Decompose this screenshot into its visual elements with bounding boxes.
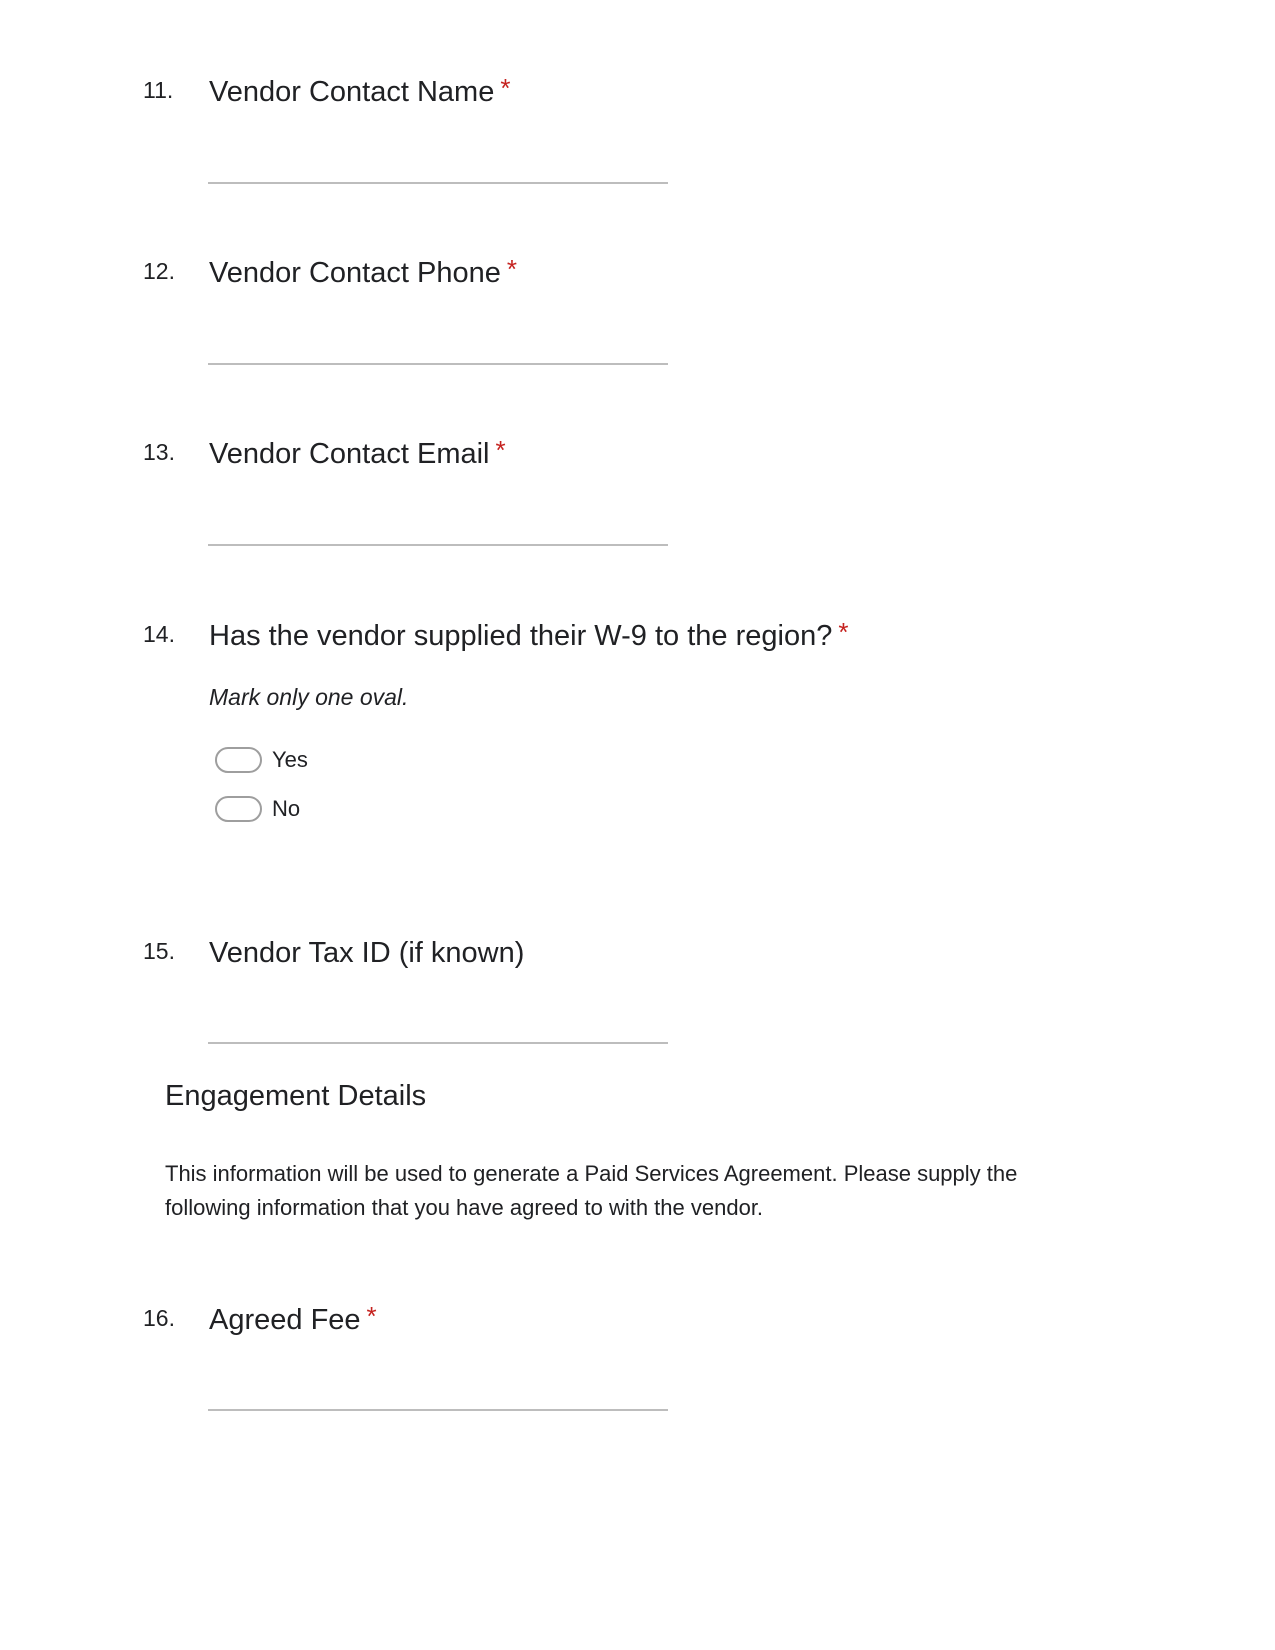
option-yes[interactable] — [215, 745, 308, 775]
question-15-title — [209, 939, 524, 968]
question-16-label: Agreed Fee — [209, 1304, 361, 1336]
agreed-fee-input[interactable] — [208, 1409, 668, 1411]
vendor-contact-phone-input[interactable] — [208, 363, 668, 365]
question-16-title — [209, 1301, 377, 1336]
question-14-helper: Mark only one oval. — [209, 684, 409, 710]
vendor-contact-name-input[interactable] — [208, 182, 668, 184]
required-asterisk: * — [495, 435, 506, 465]
question-12-number: 12. — [143, 258, 175, 284]
required-asterisk: * — [366, 1301, 377, 1331]
radio-oval-yes[interactable] — [215, 747, 262, 773]
question-15-label: Vendor Tax ID (if known) — [209, 937, 525, 969]
question-16-number: 16. — [143, 1305, 175, 1331]
question-12-title — [209, 254, 517, 289]
question-14-number: 14. — [143, 621, 175, 647]
required-asterisk: * — [506, 254, 517, 284]
section-description: This information will be used to generate a Paid Services Agreement. Please supply the following information that you have agreed to with the vendor. — [165, 1161, 1018, 1220]
question-11-label: Vendor Contact Name — [209, 76, 495, 108]
question-12-label: Vendor Contact Phone — [209, 257, 501, 289]
option-yes-label: Yes — [272, 747, 308, 772]
question-11-number: 11. — [143, 77, 174, 103]
question-13-label: Vendor Contact Email — [209, 438, 490, 470]
question-14-title — [209, 617, 849, 652]
option-no-label: No — [272, 796, 301, 821]
vendor-tax-id-input[interactable] — [208, 1042, 668, 1044]
question-15-number: 15. — [143, 938, 175, 964]
vendor-contact-email-input[interactable] — [208, 544, 668, 546]
question-14-label: Has the vendor supplied their W-9 to the region? — [209, 620, 833, 652]
radio-oval-no[interactable] — [215, 796, 262, 822]
question-13-number: 13. — [143, 439, 175, 465]
section-title: Engagement Details — [165, 1080, 427, 1112]
required-asterisk: * — [500, 73, 511, 103]
question-11-title — [209, 73, 511, 108]
required-asterisk: * — [838, 617, 849, 647]
option-no[interactable] — [215, 794, 300, 824]
question-13-title — [209, 435, 506, 470]
